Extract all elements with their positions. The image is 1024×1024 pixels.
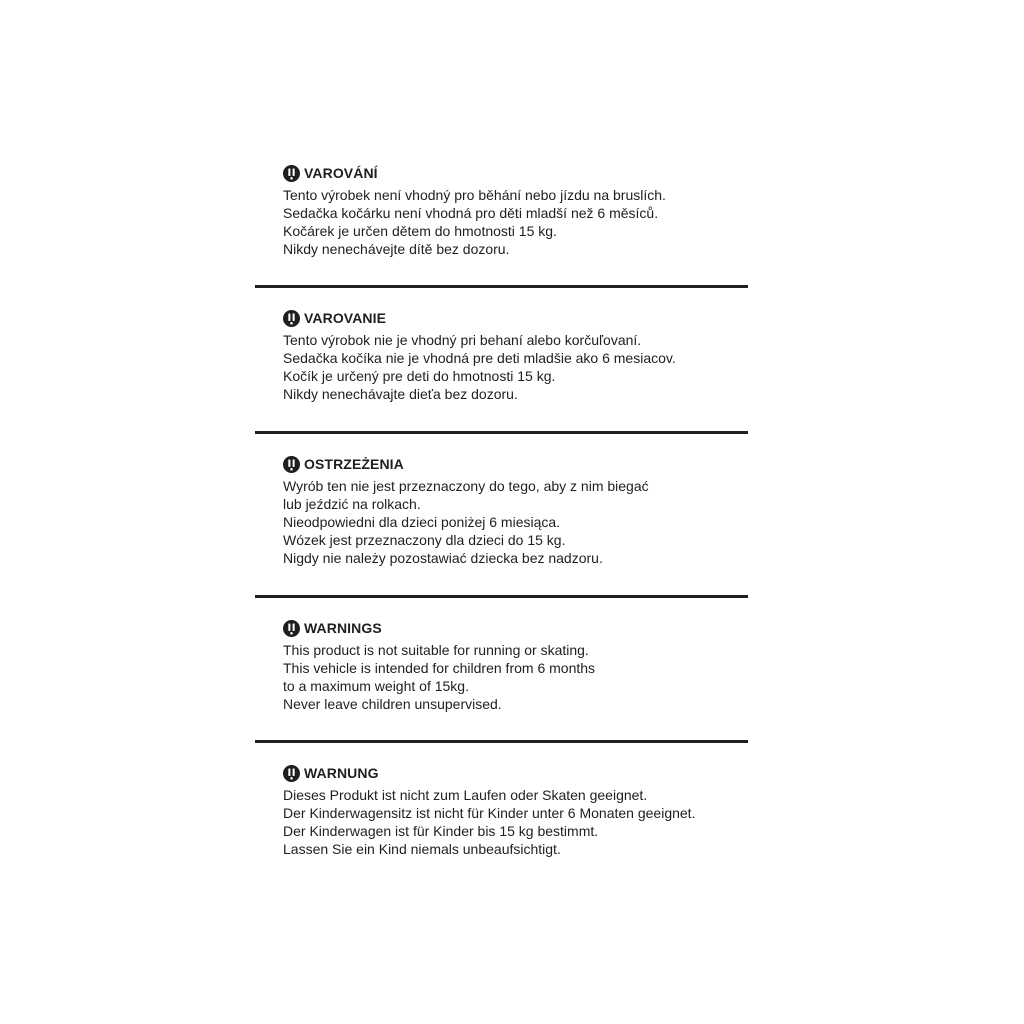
warning-line: Kočík je určený pre deti do hmotnosti 15 kg. xyxy=(283,368,556,384)
section-heading xyxy=(283,763,753,783)
warning-line: Nigdy nie należy pozostawiać dziecka bez nadzoru. xyxy=(283,550,603,566)
warning-line: Sedačka kočárku není vhodná pro děti mladší než 6 měsíců. xyxy=(283,205,659,221)
warning-line: Nieodpowiedni dla dzieci poniżej 6 miesiąca. xyxy=(283,514,561,530)
section-heading xyxy=(283,163,753,183)
warning-line: Dieses Produkt ist nicht zum Laufen oder Skaten geeignet. xyxy=(283,787,648,803)
warning-line: Tento výrobok nie je vhodný pri behaní alebo korčuľovaní. xyxy=(283,332,642,348)
warning-line: Wyrób ten nie jest przeznaczony do tego, aby z nim biegać xyxy=(283,478,649,494)
section-divider xyxy=(255,285,748,288)
section-title: VAROVÁNÍ xyxy=(304,165,378,181)
warning-line: Nikdy nenechávejte dítě bez dozoru. xyxy=(283,241,510,257)
warning-icon xyxy=(283,310,300,327)
section-heading xyxy=(283,454,753,474)
section-divider xyxy=(255,431,748,434)
section-title: OSTRZEŻENIA xyxy=(304,456,404,472)
section-title: WARNINGS xyxy=(304,620,382,636)
warning-line: This product is not suitable for running or skating. xyxy=(283,642,589,658)
warning-line: Wózek jest przeznaczony dla dzieci do 15 kg. xyxy=(283,532,566,548)
warning-line: to a maximum weight of 15kg. xyxy=(283,678,469,694)
warning-line: Kočárek je určen dětem do hmotnosti 15 kg. xyxy=(283,223,557,239)
warning-line: Never leave children unsupervised. xyxy=(283,696,502,712)
warning-line: Der Kinderwagensitz ist nicht für Kinder unter 6 Monaten geeignet. xyxy=(283,805,696,821)
warning-icon xyxy=(283,165,300,182)
warning-section-en xyxy=(283,618,753,713)
section-title: VAROVANIE xyxy=(304,310,387,326)
warning-icon xyxy=(283,456,300,473)
warning-line: lub jeździć na rolkach. xyxy=(283,496,421,512)
warning-section-cs xyxy=(283,163,753,258)
section-heading xyxy=(283,308,753,328)
section-divider xyxy=(255,740,748,743)
section-heading xyxy=(283,618,753,638)
warning-line: This vehicle is intended for children from 6 months xyxy=(283,660,596,676)
warning-section-sk xyxy=(283,308,753,403)
warning-icon xyxy=(283,765,300,782)
section-divider xyxy=(255,595,748,598)
section-title: WARNUNG xyxy=(304,765,379,781)
warning-section-pl xyxy=(283,454,753,567)
warning-line: Tento výrobek není vhodný pro běhání nebo jízdu na bruslích. xyxy=(283,187,666,203)
warning-line: Nikdy nenechávajte dieťa bez dozoru. xyxy=(283,386,518,402)
warning-line: Lassen Sie ein Kind niemals unbeaufsichtigt. xyxy=(283,841,561,857)
warning-line: Sedačka kočíka nie je vhodná pre deti mladšie ako 6 mesiacov. xyxy=(283,350,676,366)
warning-icon xyxy=(283,620,300,637)
warning-line: Der Kinderwagen ist für Kinder bis 15 kg bestimmt. xyxy=(283,823,599,839)
warning-section-de xyxy=(283,763,753,858)
